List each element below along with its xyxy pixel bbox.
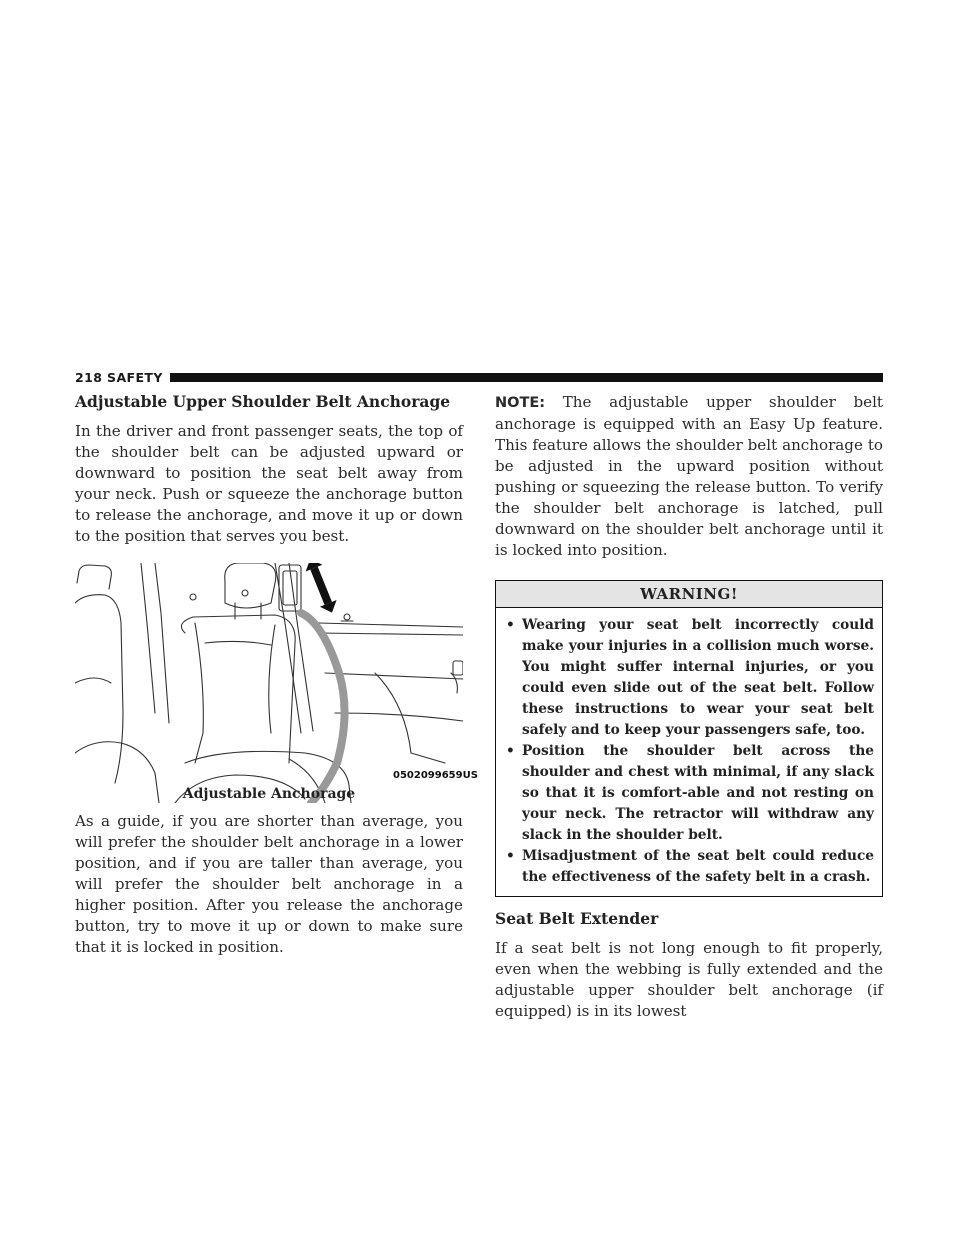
left-column	[75, 392, 478, 958]
page-number-section: 218 SAFETY	[75, 370, 163, 385]
bullet-icon: •	[506, 848, 515, 864]
warning-list	[496, 608, 882, 896]
page-header	[75, 370, 883, 386]
warning-item: • Position the shoulder belt across the shoulder and chest with minimal, if any slack so that it is comfort-able and not resting on your neck. The retractor will withdraw any slack in the shoulder belt.	[506, 743, 874, 843]
bullet-icon: •	[506, 617, 515, 633]
warning-box	[495, 580, 883, 897]
section-heading-extender: Seat Belt Extender	[495, 909, 659, 928]
figure-caption: Adjustable Anchorage	[182, 786, 356, 802]
anchorage-intro-paragraph: In the driver and front passenger seats, the top of the shoulder belt can be adjusted upward or downward to position the seat belt away from your neck. Push or squeeze the anchorage button to release the anchorage, and move it up or down to the position that serves you best.	[75, 422, 463, 545]
section-heading-anchorage: Adjustable Upper Shoulder Belt Anchorage	[75, 392, 451, 411]
warning-title: WARNING!	[496, 581, 882, 608]
bullet-icon: •	[506, 743, 515, 759]
warning-item: • Misadjustment of the seat belt could reduce the effectiveness of the safety belt in a crash.	[506, 848, 874, 885]
note-text: The adjustable upper shoulder belt anchorage is equipped with an Easy Up feature. This feature allows the shoulder belt anchorage to be adjusted in the upward position without pushing or squeezing the release button. To verify the shoulder belt anchorage is latched, pull downward on the shoulder belt anchorage until it is locked into position.	[495, 393, 883, 559]
seat-illustration-icon	[75, 563, 463, 803]
note-paragraph	[495, 392, 883, 561]
anchorage-guide-paragraph: As a guide, if you are shorter than average, you will prefer the shoulder belt anchorage in a lower position, and if you are taller than average, you will prefer the shoulder belt anchorage in a higher position. After you release the anchorage button, try to move it up or down to make sure that it is locked in position.	[75, 812, 463, 956]
right-column	[495, 392, 883, 1022]
figure-code: 0502099659US	[393, 770, 478, 781]
header-rule	[170, 373, 883, 382]
note-label: NOTE:	[495, 395, 546, 411]
warning-item: • Wearing your seat belt incorrectly could make your injuries in a collision much worse. You might suffer internal injuries, or you could even slide out of the seat belt. Follow these instructions to wear your seat belt safely and to keep your passengers safe, too.	[506, 617, 874, 738]
anchorage-illustration	[75, 563, 478, 803]
extender-paragraph: If a seat belt is not long enough to fit properly, even when the webbing is fully extended and the adjustable upper shoulder belt anchorage (if equipped) is in its lowest	[495, 939, 883, 1020]
